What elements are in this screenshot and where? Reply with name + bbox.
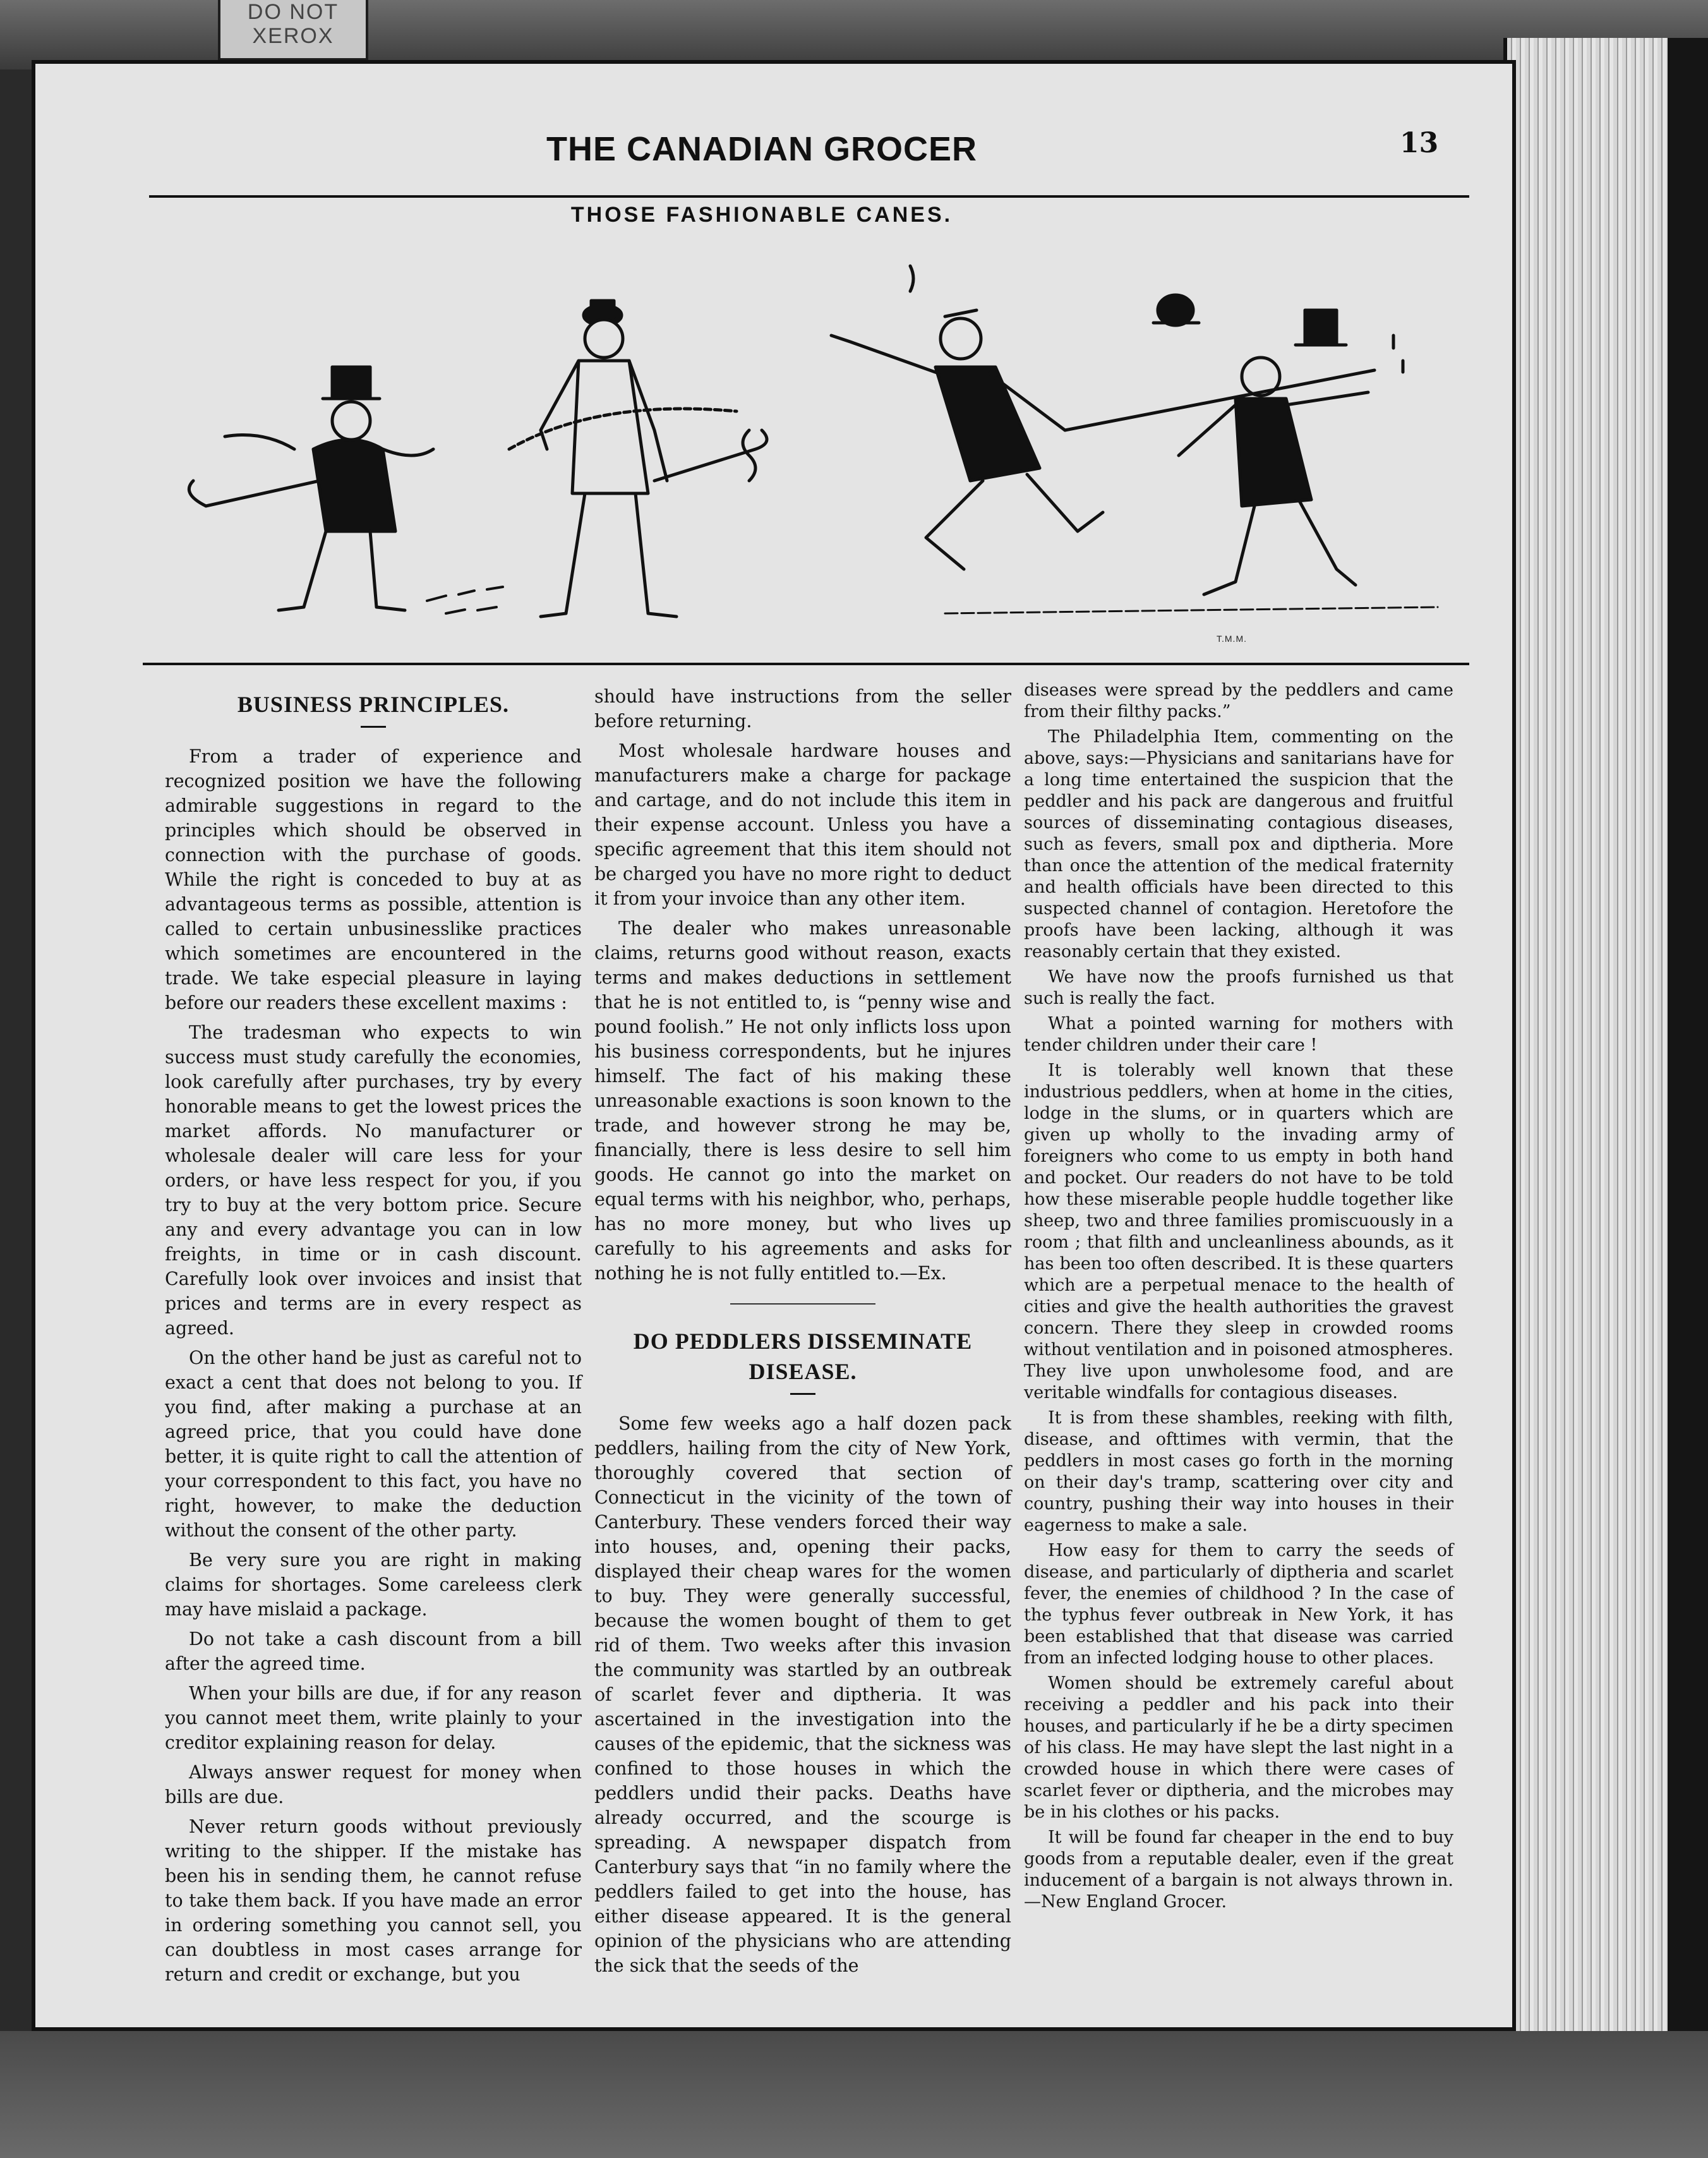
page-number: 13 [1400,127,1439,159]
paragraph: should have instructions from the seller before returning. [594,686,1011,732]
figure-running-man [1065,310,1403,594]
do-not-xerox-stamp [218,0,368,61]
cartoon-illustration [168,241,1444,645]
paragraph: The Philadelphia Item, commenting on the above, says:—Physicians and sanitarians have for a long time entertained the suspicion that the peddler and his pack are dangerous and fruitful sources of disseminating contagious diseases, such as fevers, small pox and diptheria. More than once the attention of the medical fraternity and health officials have been directed to this suspected channel of contagion. Heretofore the proofs have been lacking, although it was reasonably certain that they existed. [1024,727,1453,961]
newspaper-page [32,60,1516,2031]
cartoon-signature: T.M.M. [1217,634,1247,644]
column-right [1024,680,1453,1917]
paragraph: Do not take a cash discount from a bill after the agreed time. [165,1629,582,1674]
paragraph: It will be found far cheaper in the end to buy goods from a reputable dealer, even if the great inducement of a bargain is not always thrown in.—New England Grocer. [1024,1828,1453,1912]
book-cover-edge [1668,38,1708,2047]
paragraph: The tradesman who expects to win success must study carefully the economies, look carefully after purchases, try by every honorable means to get the lowest prices the market affords. No manufacturer or wholesale dealer will care less for your orders, or have less respect for you, if you try to buy at the very bottom price. Secure any and every advantage you can in low freights, in time or in cash discount. Carefully look over invoices and insist that prices and terms are in every respect as agreed. [165,1022,582,1339]
stamp-line-2: XEROX [252,24,334,48]
cartoon-title: THOSE FASHIONABLE CANES. [570,203,953,227]
figure-fleeing-man [743,266,1103,569]
stamp-line-1: DO NOT [247,0,339,24]
paragraph: From a trader of experience and recognized position we have the following admirable suggestions in regard to the principles which should be observed in connection with the purchase of goods. While the right is conceded to buy at as advantageous terms as possible, attention is called to certain unbusinesslike practices which sometimes are encountered in the trade. We take especial pleasure in laying before our readers these excellent maxims : [165,746,582,1013]
paragraph: It is tolerably well known that these industrious peddlers, when at home in the cities, lodge in the slums, or in quarters which are given up wholly to the invading army of foreigners who come to us empty in both hand and pocket. Our readers do not have to be told how these miserable people huddle together like sheep, two and three families promiscuously in a room ; that filth and uncleanliness abounds, as it has been too often described. It is these quarters which are a perpetual menace to the health of cities and give the health authorities the gravest concern. There they sleep in crowded rooms without ventilation and in poisoned atmospheres. They live upon unwholesome food, and are veritable windfalls for contagious diseases. [1024,1061,1453,1402]
paragraph: When your bills are due, if for any reason you cannot meet them, write plainly to your creditor explaining reason for delay. [165,1683,582,1753]
scan-background-bottom [0,2031,1708,2158]
header-rule [149,195,1469,198]
paragraph: Most wholesale hardware houses and manufacturers make a charge for package and cartage, and do not include this item in their expense account. Unless you have a specific agreement that this item should not be charged you have no more right to deduct it from your invoice than any other item. [594,740,1011,909]
flying-hat-bowler [1153,295,1199,325]
paragraph: Be very sure you are right in making claims for shortages. Some careleess clerk may have mislaid a package. [165,1550,582,1620]
article-heading-business-principles: BUSINESS PRINCIPLES. [237,692,510,717]
figure-walking-man [509,301,767,617]
motion-lines [427,587,503,613]
paragraph: Always answer request for money when bills are due. [165,1762,582,1807]
column-middle [594,684,1011,1983]
paragraph: Never return goods without previously writing to the shipper. If the mistake has been his in sending them, he cannot refuse to take them back. If you have made an error in ordering something you cannot sell, you can doubtless in most cases arrange for return and credit or exchange, but you [165,1816,582,1985]
paragraph: What a pointed warning for mothers with tender children under their care ! [1024,1014,1453,1055]
column-business-principles [165,689,582,1992]
article-heading-peddlers: DO PEDDLERS DISSEMINATE DISEASE. [633,1329,973,1384]
paragraph: diseases were spread by the peddlers and came from their filthy packs.” [1024,680,1453,721]
paragraph: It is from these shambles, reeking with filth, disease, and ofttimes with vermin, that the peddlers in most cases go forth in the morning on their day's tramp, scattering over city and country, pushing their way into houses in their eagerness to make a sale. [1024,1408,1453,1535]
paragraph: How easy for them to carry the seeds of disease, and particularly of diptheria and scarlet fever, the enemies of childhood ? In the case of the typhus fever outbreak in New York, it has been established that that disease was carried from an infected lodging house to other places. [1024,1541,1453,1668]
paragraph: The dealer who makes unreasonable claims, returns good without reason, exacts terms and makes deductions in settlement that he is not entitled to, is “penny wise and pound foolish.” He not only inflicts loss upon his business correspondents, but he injures himself. The fact of his making these unreasonable exactions is soon known to the trade, and however strong he may be, financially, there is less desire to sell him goods. He cannot go into the market on equal terms with his neighbor, who, perhaps, has no more money, but who lives up carefully to his agreements and asks for nothing he is not fully entitled to.—Ex. [594,918,1011,1284]
paragraph: On the other hand be just as careful not to exact a cent that does not belong to you. If you find, after making a purchase at an agreed price, that you could have done better, it is quite right to call the attention of your correspondent to this fact, you have no right, however, to make the deduction without the consent of the other party. [165,1347,582,1541]
cartoon-bottom-rule [143,663,1469,665]
figure-bowing-man [189,367,433,610]
page-title: THE CANADIAN GROCER [546,130,977,168]
paragraph: We have now the proofs furnished us that such is really the fact. [1024,967,1453,1008]
heading-dash [790,1393,815,1395]
article-separator [730,1303,875,1305]
paragraph: Some few weeks ago a half dozen pack peddlers, hailing from the city of New York, thoroughly covered that section of Connecticut in the vicinity of the town of Canterbury. These venders forced their way into houses, and, opening their packs, displayed their cheap wares for the women to buy. They were generally successful, because the women bought of them to get rid of them. Two weeks after this invasion the community was startled by an outbreak of scarlet fever and diptheria. It was ascertained in the investigation into the causes of the epidemic, that the sickness was confined to those houses in which the peddlers undid their packs. Deaths have already occurred, and the scourge is spreading. A newspaper dispatch from Canterbury says that “in no family where the peddlers failed to get into the house, has either disease appeared. It is the general opinion of the physicians who are attending the sick that the seeds of the [594,1413,1011,1976]
paragraph: Women should be extremely careful about receiving a peddler and his pack into their houses, and particularly if he be a dirty specimen of his class. He may have slept the last night in a crowded house in which there were cases of scarlet fever or diptheria, and the microbes may be in his clothes or his packs. [1024,1673,1453,1822]
heading-dash [361,726,386,728]
